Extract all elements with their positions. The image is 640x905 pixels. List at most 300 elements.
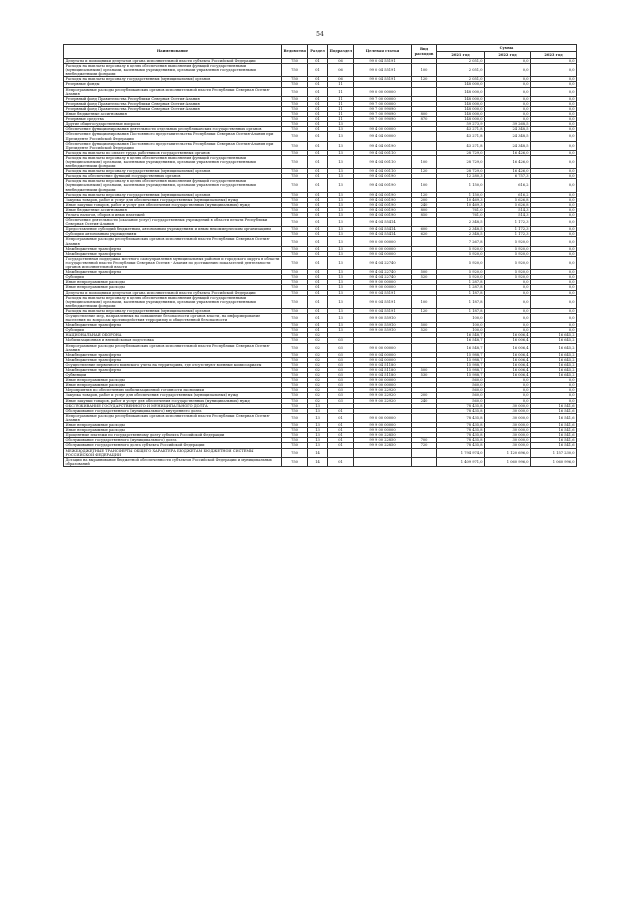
row-sum-2021: 761,0 (437, 207, 485, 212)
row-sum-2021: 148 000,0 (437, 106, 485, 111)
row-vr: 850 (412, 213, 437, 218)
row-razdel: 01 (308, 106, 328, 111)
row-podrazdel: 13 (328, 256, 354, 269)
row-vr: 720 (412, 443, 437, 448)
row-csr: 99 0 04 51180 (354, 368, 412, 373)
row-razdel: 02 (308, 383, 328, 388)
row-razdel: 01 (308, 64, 328, 77)
table-row (64, 141, 577, 150)
row-podrazdel: 03 (328, 378, 354, 383)
row-sum-2023: 1 157 230,0 (531, 448, 577, 457)
row-name: Межбюджетные трансферты (64, 368, 282, 373)
row-razdel: 01 (308, 328, 328, 333)
row-ved: 750 (282, 428, 308, 433)
row-razdel: 14 (308, 457, 328, 466)
row-razdel: 01 (308, 227, 328, 232)
row-razdel: 01 (308, 122, 328, 127)
row-name: Иные непрограммные расходы (64, 383, 282, 388)
row-razdel: 01 (308, 132, 328, 141)
row-sum-2021: 560,0 (437, 378, 485, 383)
row-csr: 99 4 04 55414 (354, 227, 412, 232)
row-podrazdel: 11 (328, 106, 354, 111)
row-csr: 99 9 00 00000 (354, 280, 412, 285)
row-csr: 99 4 04 22740 (354, 256, 412, 269)
row-csr (354, 457, 412, 466)
row-name: Осуществление мер, направленных на повышение безопасности органов власти, на информирование населения по вопросам противодействия терроризму и общественной безопасности (64, 313, 282, 322)
table-row (64, 448, 577, 457)
row-razdel: 01 (308, 202, 328, 207)
row-podrazdel: 01 (328, 428, 354, 433)
row-sum-2021: 100,0 (437, 313, 485, 322)
row-razdel: 01 (308, 96, 328, 101)
row-sum-2022: 5 920,0 (485, 270, 531, 275)
row-razdel: 01 (308, 290, 328, 295)
row-sum-2023: 16 541,6 (531, 433, 577, 438)
row-vr: 100 (412, 155, 437, 168)
row-ved: 750 (282, 368, 308, 373)
row-sum-2023: 0,0 (531, 127, 577, 132)
row-sum-2022: 30 000,0 (485, 438, 531, 443)
row-ved: 750 (282, 122, 308, 127)
row-razdel: 02 (308, 362, 328, 367)
row-podrazdel: 13 (328, 295, 354, 308)
row-sum-2022: 0,0 (485, 64, 531, 77)
row-name: Межбюджетные трансферты (64, 357, 282, 362)
row-name: Обеспечение функционирования деятельности отдельных республиканских государственных органов (64, 127, 282, 132)
row-razdel: 01 (308, 280, 328, 285)
row-sum-2023: 16 541,6 (531, 428, 577, 433)
row-ved: 750 (282, 64, 308, 77)
row-csr: 99 4 04 00110 (354, 169, 412, 174)
row-ved: 750 (282, 232, 308, 237)
row-podrazdel: 13 (328, 323, 354, 328)
row-name: Расходы на выплаты персоналу государственных (муниципальных) органов (64, 169, 282, 174)
row-csr: 99 0 04 55191 (354, 308, 412, 313)
row-name: Непрограммные расходы республиканских органов исполнительной власти Республики Северная Осетия-Алания (64, 413, 282, 422)
row-podrazdel: 13 (328, 218, 354, 227)
row-sum-2022: 0,0 (485, 96, 531, 101)
row-vr (412, 343, 437, 352)
row-sum-2022: 16 006,4 (485, 357, 531, 362)
row-ved: 750 (282, 393, 308, 398)
row-vr (412, 237, 437, 246)
row-razdel: 01 (308, 141, 328, 150)
row-name: Обслуживание государственного (муниципального) долга (64, 438, 282, 443)
row-vr: 520 (412, 275, 437, 280)
row-csr: 99 0 04 00000 (354, 357, 412, 362)
row-sum-2021: 1 287,8 (437, 285, 485, 290)
row-csr: 99 0 04 51180 (354, 373, 412, 378)
row-podrazdel: 03 (328, 352, 354, 357)
row-sum-2021: 78 435,8 (437, 438, 485, 443)
row-sum-2022: 16 006,4 (485, 352, 531, 357)
row-sum-2022: 1 172,3 (485, 227, 531, 232)
row-sum-2022: 39 268,5 (485, 122, 531, 127)
row-sum-2021: 28 729,0 (437, 155, 485, 168)
row-sum-2021: 100,0 (437, 323, 485, 328)
row-sum-2023: 16 541,6 (531, 413, 577, 422)
row-sum-2021: 78 435,8 (437, 408, 485, 413)
header-csr: Целевая статья (354, 45, 412, 59)
row-ved: 750 (282, 443, 308, 448)
row-sum-2022: 0,0 (485, 398, 531, 403)
row-vr: 240 (412, 398, 437, 403)
row-razdel: 02 (308, 357, 328, 362)
row-vr: 520 (412, 328, 437, 333)
row-sum-2021: 560,0 (437, 398, 485, 403)
row-name: Резервный фонд Правительства Республики Северная Осетия-Алания (64, 96, 282, 101)
row-sum-2022: 514,3 (485, 213, 531, 218)
row-csr: 99 0 04 55191 (354, 77, 412, 82)
row-ved: 750 (282, 362, 308, 367)
row-vr: 100 (412, 295, 437, 308)
row-name: Субвенции (64, 373, 282, 378)
row-podrazdel: 06 (328, 77, 354, 82)
row-podrazdel: 13 (328, 169, 354, 174)
row-razdel: 01 (308, 313, 328, 322)
row-razdel: 02 (308, 373, 328, 378)
row-podrazdel: 01 (328, 423, 354, 428)
row-razdel: 01 (308, 275, 328, 280)
row-razdel: 01 (308, 174, 328, 179)
row-name: Иные непрограммные расходы (64, 285, 282, 290)
row-razdel: 02 (308, 333, 328, 338)
row-podrazdel: 13 (328, 155, 354, 168)
row-podrazdel: 13 (328, 237, 354, 246)
row-sum-2023: 0,0 (531, 207, 577, 212)
row-ved: 750 (282, 246, 308, 251)
row-vr (412, 313, 437, 322)
row-sum-2023: 0,0 (531, 141, 577, 150)
row-csr: 99 4 04 00190 (354, 141, 412, 150)
header-vr: Вид расходов (412, 45, 437, 59)
row-sum-2021: 1 287,8 (437, 280, 485, 285)
row-sum-2021: 148 000,0 (437, 117, 485, 122)
row-razdel: 02 (308, 388, 328, 393)
row-csr: 99 9 00 22850 (354, 443, 412, 448)
row-podrazdel: 13 (328, 174, 354, 179)
row-sum-2023: 0,0 (531, 246, 577, 251)
row-ved: 750 (282, 408, 308, 413)
header-year-2022: 2022 год (485, 52, 531, 59)
row-razdel: 01 (308, 101, 328, 106)
row-name: Субсидии автономным учреждениям (64, 232, 282, 237)
row-sum-2022: 1 172,3 (485, 232, 531, 237)
row-razdel: 02 (308, 398, 328, 403)
row-name: Другие общегосударственные вопросы (64, 122, 282, 127)
row-vr: 530 (412, 373, 437, 378)
row-vr: 500 (412, 270, 437, 275)
row-sum-2023: 0,0 (531, 169, 577, 174)
row-podrazdel: 01 (328, 433, 354, 438)
row-csr: 99 9 00 00000 (354, 423, 412, 428)
row-csr: 99 4 00 00000 (354, 127, 412, 132)
row-name: Иные закупки товаров, работ и услуг для обеспечения государственных (муниципальных) нужд (64, 398, 282, 403)
row-sum-2021: 78 435,8 (437, 428, 485, 433)
row-name: Закупка товаров, работ и услуг для обеспечения государственных (муниципальных) нужд (64, 393, 282, 398)
row-sum-2022: 30 000,0 (485, 433, 531, 438)
row-podrazdel: 03 (328, 398, 354, 403)
row-podrazdel: 13 (328, 192, 354, 197)
row-csr: 99 7 00 99090 (354, 112, 412, 117)
row-sum-2023: 0,0 (531, 106, 577, 111)
row-sum-2022: 1 120 696,0 (485, 448, 531, 457)
row-sum-2021: 10 469,3 (437, 197, 485, 202)
row-sum-2022: 5 920,0 (485, 275, 531, 280)
row-sum-2022: 0,0 (485, 308, 531, 313)
row-sum-2023: 0,0 (531, 280, 577, 285)
row-sum-2021: 5 920,0 (437, 256, 485, 269)
row-razdel: 02 (308, 343, 328, 352)
row-sum-2021: 2 051,0 (437, 77, 485, 82)
row-csr: 99 7 00 99090 (354, 117, 412, 122)
row-sum-2022: 16 006,4 (485, 362, 531, 367)
row-ved: 750 (282, 357, 308, 362)
row-ved: 750 (282, 227, 308, 232)
row-sum-2021: 43 271,8 (437, 132, 485, 141)
row-sum-2021: 1 187,8 (437, 308, 485, 313)
row-sum-2023: 0,0 (531, 174, 577, 179)
row-razdel: 02 (308, 368, 328, 373)
row-razdel: 01 (308, 308, 328, 313)
row-ved: 750 (282, 373, 308, 378)
row-ved: 750 (282, 323, 308, 328)
header-year-2023: 2023 год (531, 52, 577, 59)
row-sum-2022: 0,0 (485, 82, 531, 87)
row-ved: 750 (282, 218, 308, 227)
row-sum-2023: 0,0 (531, 96, 577, 101)
row-csr: 99 0 04 00000 (354, 352, 412, 357)
row-razdel: 01 (308, 150, 328, 155)
row-podrazdel: 01 (328, 438, 354, 443)
row-ved: 750 (282, 127, 308, 132)
row-sum-2023: 0,0 (531, 256, 577, 269)
row-ved: 750 (282, 398, 308, 403)
row-podrazdel: 11 (328, 87, 354, 96)
row-sum-2021: 15 988,7 (437, 352, 485, 357)
page-number: 54 (316, 31, 324, 38)
row-sum-2022: 5 920,0 (485, 237, 531, 246)
row-name: Резервный фонд Правительства Республики Северная Осетия-Алания (64, 106, 282, 111)
row-sum-2021: 43 271,8 (437, 127, 485, 132)
row-vr: 500 (412, 368, 437, 373)
row-name: Иные непрограммные расходы (64, 423, 282, 428)
row-sum-2023: 16 541,6 (531, 408, 577, 413)
row-podrazdel: 13 (328, 285, 354, 290)
row-podrazdel: 11 (328, 96, 354, 101)
row-sum-2021: 5 920,0 (437, 275, 485, 280)
row-sum-2023: 0,0 (531, 328, 577, 333)
row-sum-2022: 5 626,8 (485, 197, 531, 202)
row-sum-2023: 0,0 (531, 232, 577, 237)
row-sum-2023: 0,0 (531, 101, 577, 106)
row-ved: 750 (282, 174, 308, 179)
row-name: Обслуживание государственного (муниципального) внутреннего долга (64, 408, 282, 413)
row-sum-2023: 16 541,6 (531, 403, 577, 408)
row-sum-2022: 616,2 (485, 179, 531, 192)
row-ved: 750 (282, 150, 308, 155)
row-name: Мобилизационная и вневойсковая подготовка (64, 338, 282, 343)
row-sum-2021: 148 000,0 (437, 82, 485, 87)
row-podrazdel: 13 (328, 179, 354, 192)
row-ved: 750 (282, 448, 308, 457)
row-vr: 600 (412, 227, 437, 232)
row-podrazdel: 13 (328, 280, 354, 285)
row-sum-2023: 1 060 996,0 (531, 457, 577, 466)
row-sum-2022: 16 006,4 (485, 333, 531, 338)
row-sum-2022: 0,0 (485, 106, 531, 111)
row-ved: 750 (282, 237, 308, 246)
row-sum-2021: 16 548,7 (437, 343, 485, 352)
row-podrazdel: 13 (328, 313, 354, 322)
row-csr: 99 9 00 22850 (354, 433, 412, 438)
row-sum-2022: 0,0 (485, 112, 531, 117)
row-podrazdel: 03 (328, 357, 354, 362)
row-sum-2022: 616,2 (485, 192, 531, 197)
row-ved: 750 (282, 207, 308, 212)
row-sum-2023: 16 645,2 (531, 362, 577, 367)
row-ved: 750 (282, 112, 308, 117)
row-podrazdel: 13 (328, 308, 354, 313)
row-podrazdel: 13 (328, 270, 354, 275)
row-razdel: 13 (308, 443, 328, 448)
row-sum-2022: 0,0 (485, 285, 531, 290)
row-razdel: 01 (308, 218, 328, 227)
row-name: Иные закупки товаров, работ и услуг для обеспечения государственных (муниципальных) нужд (64, 202, 282, 207)
row-sum-2022: 16 006,4 (485, 338, 531, 343)
row-name: Субсидии (64, 275, 282, 280)
row-name: Расходы на выплаты по оплате труда работников государственных органов (64, 150, 282, 155)
row-razdel: 01 (308, 59, 328, 64)
row-vr: 240 (412, 202, 437, 207)
row-podrazdel: 13 (328, 213, 354, 218)
row-sum-2022: 30 000,0 (485, 443, 531, 448)
row-sum-2022: 0,0 (485, 87, 531, 96)
row-name: Иные бюджетные ассигнования (64, 207, 282, 212)
row-sum-2022: 24 348,5 (485, 141, 531, 150)
row-name: Расходы на выплаты персоналу в целях обеспечения выполнения функций государственными (муниципальными) органами, казенными учреждениями, органами управления государственными внебюджетными фондами (64, 179, 282, 192)
row-sum-2023: 0,0 (531, 77, 577, 82)
row-ved: 750 (282, 438, 308, 443)
row-name: Межбюджетные трансферты (64, 323, 282, 328)
row-csr: 99 7 00 00000 (354, 96, 412, 101)
row-csr: 99 4 04 00190 (354, 213, 412, 218)
row-csr: 99 9 00 22920 (354, 393, 412, 398)
row-razdel: 13 (308, 423, 328, 428)
row-sum-2023: 0,0 (531, 295, 577, 308)
row-razdel: 01 (308, 197, 328, 202)
table-row (64, 295, 577, 308)
row-name: Иные непрограммные расходы (64, 280, 282, 285)
row-podrazdel: 03 (328, 388, 354, 393)
row-sum-2023: 0,0 (531, 213, 577, 218)
row-vr: 500 (412, 323, 437, 328)
row-ved: 750 (282, 388, 308, 393)
row-sum-2023: 0,0 (531, 378, 577, 383)
row-sum-2023: 0,0 (531, 132, 577, 141)
row-csr: 99 0 04 00000 (354, 251, 412, 256)
row-sum-2022: 5 626,8 (485, 202, 531, 207)
row-sum-2022: 24 348,5 (485, 127, 531, 132)
row-razdel: 01 (308, 117, 328, 122)
row-vr (412, 87, 437, 96)
row-name: Государственная поддержка местного самоуправления муниципальных районов и городского округа в области государственной власти Республики Северная Осетия - Алания по достижению показателей деятельности органов исполнительной власти (64, 256, 282, 269)
row-ved: 750 (282, 295, 308, 308)
row-sum-2023: 0,0 (531, 275, 577, 280)
row-ved: 750 (282, 59, 308, 64)
row-sum-2023: 0,0 (531, 323, 577, 328)
row-vr (412, 457, 437, 466)
row-csr: 99 0 04 51180 (354, 362, 412, 367)
row-name: Резервный фонд Правительства Республики Северная Осетия-Алания (64, 101, 282, 106)
row-csr: 99 0 00 00000 (354, 237, 412, 246)
row-sum-2023: 16 645,2 (531, 368, 577, 373)
row-sum-2023: 0,0 (531, 251, 577, 256)
row-ved: 750 (282, 106, 308, 111)
row-ved: 750 (282, 192, 308, 197)
row-podrazdel: 03 (328, 368, 354, 373)
row-vr (412, 448, 437, 457)
row-vr: 100 (412, 64, 437, 77)
row-sum-2023: 0,0 (531, 197, 577, 202)
row-name: Непрограммные расходы республиканских органов исполнительной власти Республики Северная Осетия-Алания (64, 87, 282, 96)
row-name: Расходы на выплаты персоналу государственных (муниципальных) органов (64, 308, 282, 313)
row-razdel: 01 (308, 270, 328, 275)
row-razdel: 01 (308, 82, 328, 87)
row-sum-2021: 2 051,0 (437, 64, 485, 77)
row-csr: 99 0 00 00000 (354, 87, 412, 96)
row-csr: 99 0 00 00000 (354, 413, 412, 422)
row-vr: 870 (412, 117, 437, 122)
row-sum-2021: 2 348,5 (437, 218, 485, 227)
row-name: Депутаты и помощники депутатов органа исполнительной власти субъекта Российской Федерации (64, 290, 282, 295)
row-razdel: 13 (308, 428, 328, 433)
row-sum-2021: 7 267,8 (437, 237, 485, 246)
row-razdel: 01 (308, 112, 328, 117)
row-podrazdel: 01 (328, 457, 354, 466)
row-sum-2021: 15 988,7 (437, 368, 485, 373)
row-ved: 750 (282, 457, 308, 466)
row-sum-2021: 148 000,0 (437, 101, 485, 106)
row-vr (412, 141, 437, 150)
row-sum-2022: 16 006,4 (485, 373, 531, 378)
row-name: Обеспечение деятельности (оказание услуг) государственных учреждений в области печати Республики Северная Осетия-Алания (64, 218, 282, 227)
row-csr: 99 9 00 22850 (354, 438, 412, 443)
row-sum-2022: 30 000,0 (485, 423, 531, 428)
row-podrazdel: 06 (328, 59, 354, 64)
row-ved: 750 (282, 141, 308, 150)
row-sum-2022: 16 006,4 (485, 343, 531, 352)
row-sum-2021: 148 000,0 (437, 112, 485, 117)
row-razdel: 01 (308, 256, 328, 269)
row-sum-2021: 12 280,3 (437, 174, 485, 179)
row-name: Процентные платежи по государственному долгу субъекта Российской Федерации (64, 433, 282, 438)
row-razdel: 02 (308, 378, 328, 383)
row-name: Иные непрограммные расходы (64, 378, 282, 383)
row-razdel: 02 (308, 393, 328, 398)
row-podrazdel: 13 (328, 202, 354, 207)
row-name: Непрограммные расходы республиканских органов исполнительной власти Республики Северная Осетия-Алания (64, 343, 282, 352)
header-row (64, 45, 577, 52)
row-ved: 750 (282, 403, 308, 408)
row-razdel: 01 (308, 192, 328, 197)
table-row (64, 132, 577, 141)
row-csr: 99 9 00 22920 (354, 388, 412, 393)
row-razdel: 01 (308, 87, 328, 96)
row-podrazdel: 11 (328, 117, 354, 122)
row-podrazdel: 13 (328, 132, 354, 141)
row-sum-2022: 16 426,0 (485, 155, 531, 168)
